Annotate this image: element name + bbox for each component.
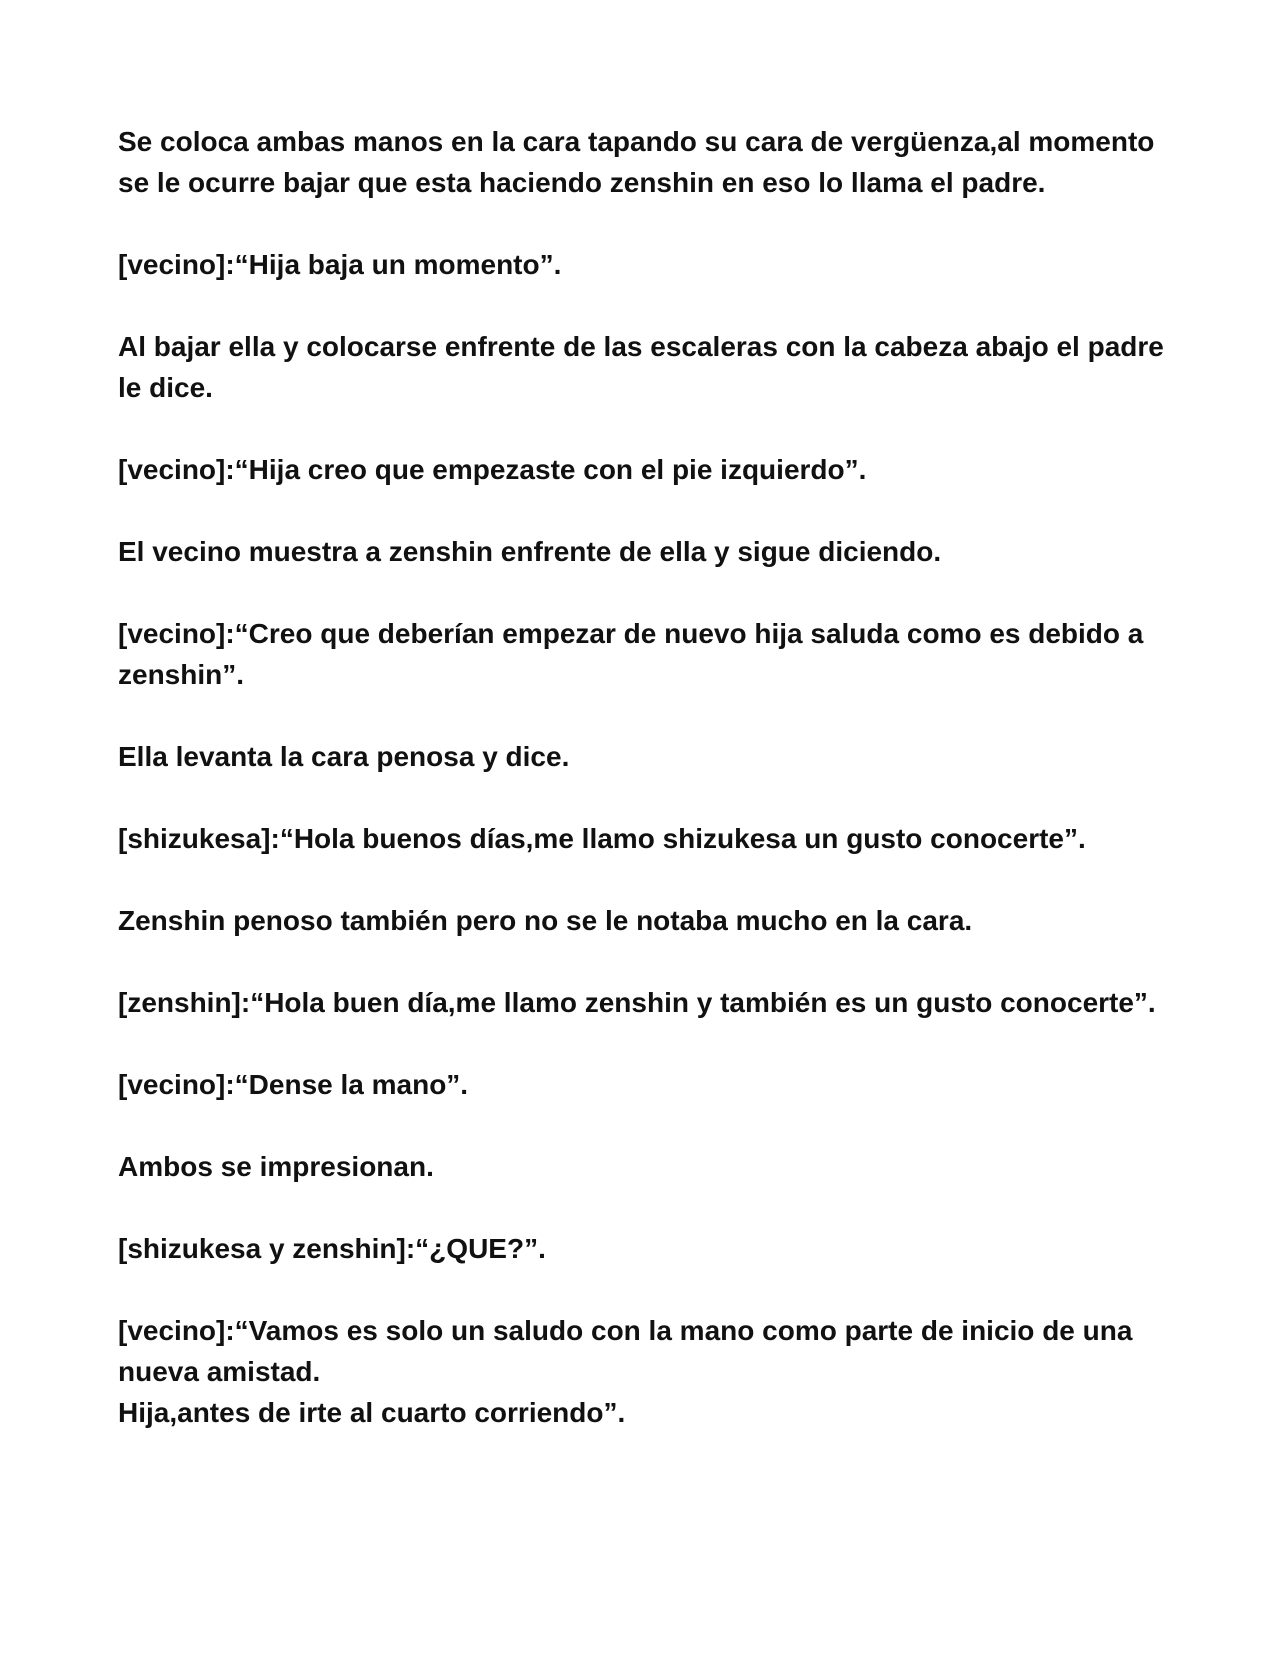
paragraph-dialogue: [shizukesa]:“Hola buenos días,me llamo shizukesa un gusto conocerte”. bbox=[118, 823, 1086, 854]
paragraph-dialogue: [vecino]:“Dense la mano”. bbox=[118, 1069, 469, 1100]
paragraph-dialogue: [vecino]:“Hija creo que empezaste con el pie izquierdo”. bbox=[118, 454, 867, 485]
paragraph-narration: El vecino muestra a zenshin enfrente de ella y sigue diciendo. bbox=[118, 536, 942, 567]
paragraph-narration: Zenshin penoso también pero no se le notaba mucho en la cara. bbox=[118, 905, 973, 936]
paragraph-dialogue: [vecino]:“Vamos es solo un saludo con la mano como parte de inicio de una nueva amistad. Hija,antes de irte al cuarto corriendo”. bbox=[118, 1315, 1133, 1428]
paragraph-dialogue: [vecino]:“Hija baja un momento”. bbox=[118, 249, 562, 280]
paragraph-narration: Ambos se impresionan. bbox=[118, 1151, 434, 1182]
paragraph-narration: Al bajar ella y colocarse enfrente de las escaleras con la cabeza abajo el padre le dice. bbox=[118, 331, 1172, 403]
paragraph-dialogue: [shizukesa y zenshin]:“¿QUE?”. bbox=[118, 1233, 546, 1264]
document-body bbox=[118, 121, 1178, 1433]
paragraph-dialogue: [zenshin]:“Hola buen día,me llamo zenshin y también es un gusto conocerte”. bbox=[118, 987, 1156, 1018]
paragraph-narration: Se coloca ambas manos en la cara tapando su cara de vergüenza,al momento se le ocurre bajar que esta haciendo zenshin en eso lo llama el padre. bbox=[118, 126, 1163, 198]
paragraph-narration: Ella levanta la cara penosa y dice. bbox=[118, 741, 570, 772]
paragraph-dialogue: [vecino]:“Creo que deberían empezar de nuevo hija saluda como es debido a zenshin”. bbox=[118, 618, 1152, 690]
